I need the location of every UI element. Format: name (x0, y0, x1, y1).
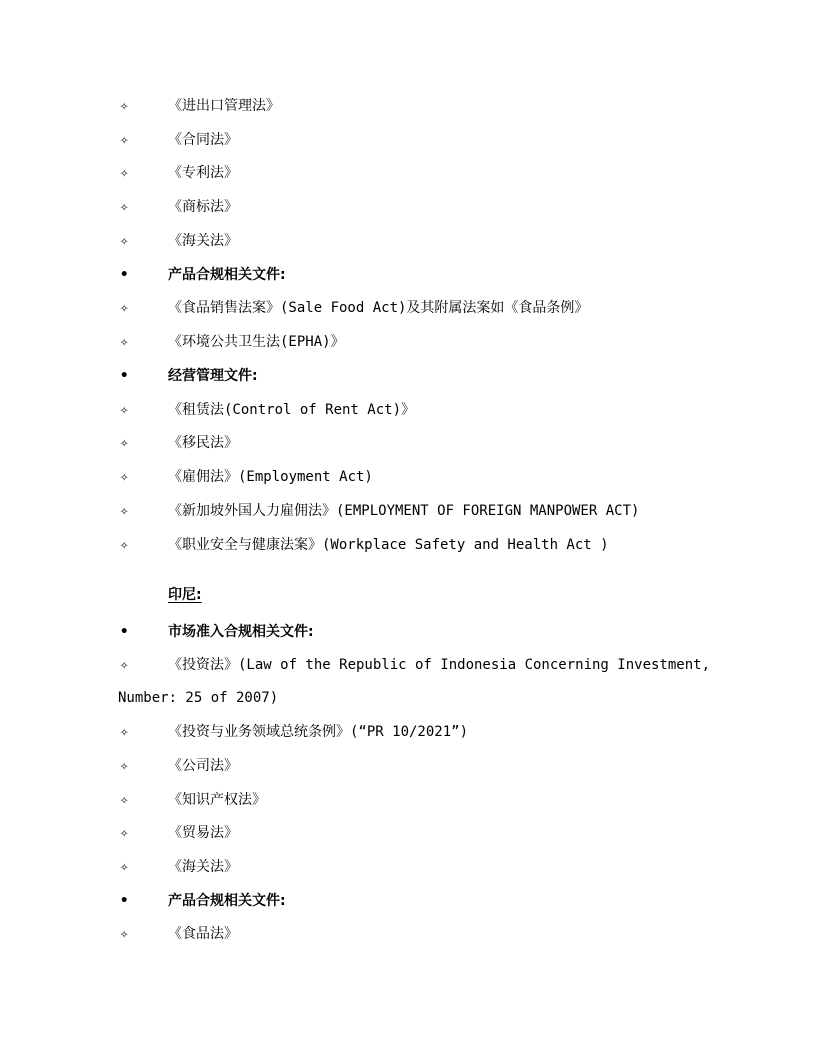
law-title: 《职业安全与健康法案》(Workplace Safety and Health Act ) (168, 537, 609, 553)
country-title: 印尼: (168, 587, 202, 603)
section-title: 市场准入合规相关文件: (168, 624, 314, 640)
list-item (0, 94, 816, 118)
list-item (0, 229, 816, 253)
section-heading (0, 889, 816, 913)
round-bullet-icon: • (120, 368, 129, 384)
list-item (0, 161, 816, 185)
list-item (0, 821, 816, 845)
section-heading (0, 364, 816, 388)
law-title: 《雇佣法》(Employment Act) (168, 469, 373, 485)
law-title: 《食品销售法案》(Sale Food Act)及其附属法案如《食品条例》 (168, 300, 589, 316)
list-item-continuation (0, 686, 816, 710)
diamond-bullet-icon: ✧ (120, 98, 129, 114)
law-title: 《专利法》 (168, 165, 238, 181)
law-title: 《食品法》 (168, 926, 238, 942)
diamond-bullet-icon: ✧ (120, 233, 129, 249)
law-title: 《海关法》 (168, 859, 238, 875)
list-item (0, 533, 816, 557)
diamond-bullet-icon: ✧ (120, 199, 129, 215)
section-heading (0, 263, 816, 287)
section-heading (0, 620, 816, 644)
law-title: 《商标法》 (168, 199, 238, 215)
list-item (0, 296, 816, 320)
law-title: 《新加坡外国人力雇佣法》(EMPLOYMENT OF FOREIGN MANPOWER ACT) (168, 503, 640, 519)
section-title: 产品合规相关文件: (168, 893, 286, 909)
diamond-bullet-icon: ✧ (120, 825, 129, 841)
round-bullet-icon: • (120, 893, 129, 909)
diamond-bullet-icon: ✧ (120, 758, 129, 774)
list-item (0, 398, 816, 422)
diamond-bullet-icon: ✧ (120, 132, 129, 148)
diamond-bullet-icon: ✧ (120, 926, 129, 942)
law-title-continued: Number: 25 of 2007) (118, 690, 279, 706)
diamond-bullet-icon: ✧ (120, 503, 129, 519)
list-item (0, 465, 816, 489)
law-title: 《进出口管理法》 (168, 98, 280, 114)
law-title: 《合同法》 (168, 132, 238, 148)
diamond-bullet-icon: ✧ (120, 792, 129, 808)
list-item (0, 754, 816, 778)
diamond-bullet-icon: ✧ (120, 724, 129, 740)
round-bullet-icon: • (120, 267, 129, 283)
diamond-bullet-icon: ✧ (120, 859, 129, 875)
law-title: 《贸易法》 (168, 825, 238, 841)
list-item (0, 788, 816, 812)
list-item (0, 499, 816, 523)
law-title: 《海关法》 (168, 233, 238, 249)
law-title: 《移民法》 (168, 435, 238, 451)
diamond-bullet-icon: ✧ (120, 402, 129, 418)
list-item (0, 431, 816, 455)
law-title: 《环境公共卫生法(EPHA)》 (168, 334, 345, 350)
law-title: 《租赁法(Control of Rent Act)》 (168, 402, 416, 418)
list-item (0, 128, 816, 152)
law-title: 《投资与业务领域总统条例》(“PR 10/2021”) (168, 724, 469, 740)
country-heading (0, 583, 816, 607)
list-item (0, 855, 816, 879)
law-title: 《投资法》(Law of the Republic of Indonesia Concerning Investment, (168, 657, 711, 673)
round-bullet-icon: • (120, 624, 129, 640)
list-item (0, 922, 816, 946)
list-item (0, 653, 816, 677)
diamond-bullet-icon: ✧ (120, 537, 129, 553)
list-item (0, 195, 816, 219)
list-item (0, 330, 816, 354)
diamond-bullet-icon: ✧ (120, 300, 129, 316)
law-title: 《公司法》 (168, 758, 238, 774)
diamond-bullet-icon: ✧ (120, 334, 129, 350)
diamond-bullet-icon: ✧ (120, 435, 129, 451)
section-title: 经营管理文件: (168, 368, 258, 384)
diamond-bullet-icon: ✧ (120, 469, 129, 485)
list-item (0, 720, 816, 744)
law-title: 《知识产权法》 (168, 792, 266, 808)
diamond-bullet-icon: ✧ (120, 165, 129, 181)
section-title: 产品合规相关文件: (168, 267, 286, 283)
diamond-bullet-icon: ✧ (120, 657, 129, 673)
